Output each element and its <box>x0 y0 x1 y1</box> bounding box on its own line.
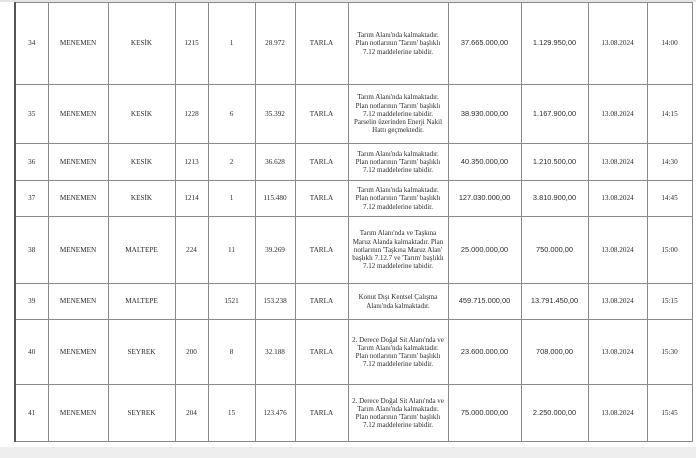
row-number-cell: 34 <box>15 3 48 85</box>
district-cell: MENEMEN <box>48 284 108 320</box>
estimated-value-cell: 37.665.000,00 <box>448 3 521 85</box>
auction-time-cell: 15:00 <box>647 217 692 284</box>
neighborhood-cell: KESİK <box>108 144 175 181</box>
district-cell: MENEMEN <box>48 217 108 284</box>
description-cell: Tarım Alanı'nda kalmaktadır. Plan notlarının 'Tarım' başlıklı 7.12 maddelerine tabidir. <box>348 3 448 85</box>
deposit-cell: 3.810.900,00 <box>521 181 588 217</box>
property-type-cell: TARLA <box>295 217 348 284</box>
block-number-cell: 1214 <box>175 181 208 217</box>
block-number-cell: 200 <box>175 320 208 385</box>
area-cell: 28.972 <box>255 3 295 85</box>
description-cell: Tarım Alanı'nda kalmaktadır. Plan notlarının 'Tarım' başlıklı 7.12 maddelerine tabidir. <box>348 144 448 181</box>
table-row <box>15 217 692 284</box>
area-cell: 123.476 <box>255 385 295 442</box>
auction-time-cell: 14:45 <box>647 181 692 217</box>
estimated-value-cell: 40.350.000,00 <box>448 144 521 181</box>
deposit-cell: 1.129.950,00 <box>521 3 588 85</box>
row-number-cell: 40 <box>15 320 48 385</box>
auction-time-cell: 14:15 <box>647 85 692 144</box>
parcel-number-cell: 6 <box>208 85 255 144</box>
district-cell: MENEMEN <box>48 385 108 442</box>
neighborhood-cell: MALTEPE <box>108 284 175 320</box>
auction-date-cell: 13.08.2024 <box>588 217 647 284</box>
neighborhood-cell: KESİK <box>108 181 175 217</box>
auction-date-cell: 13.08.2024 <box>588 3 647 85</box>
area-cell: 35.392 <box>255 85 295 144</box>
block-number-cell <box>175 284 208 320</box>
property-type-cell: TARLA <box>295 284 348 320</box>
parcel-number-cell: 8 <box>208 320 255 385</box>
table-row <box>15 284 692 320</box>
parcel-number-cell: 1521 <box>208 284 255 320</box>
auction-date-cell: 13.08.2024 <box>588 320 647 385</box>
district-cell: MENEMEN <box>48 85 108 144</box>
auction-time-cell: 15:45 <box>647 385 692 442</box>
description-cell: Konut Dışı Kentsel Çalışma Alanı'nda kalmaktadır. <box>348 284 448 320</box>
table-row <box>15 144 692 181</box>
deposit-cell: 2.250.000,00 <box>521 385 588 442</box>
area-cell: 39.269 <box>255 217 295 284</box>
estimated-value-cell: 25.000.000,00 <box>448 217 521 284</box>
district-cell: MENEMEN <box>48 181 108 217</box>
property-type-cell: TARLA <box>295 320 348 385</box>
property-type-cell: TARLA <box>295 181 348 217</box>
auction-time-cell: 15:30 <box>647 320 692 385</box>
parcel-number-cell: 2 <box>208 144 255 181</box>
deposit-cell: 750.000,00 <box>521 217 588 284</box>
property-type-cell: TARLA <box>295 385 348 442</box>
auction-date-cell: 13.08.2024 <box>588 284 647 320</box>
table-row <box>15 320 692 385</box>
neighborhood-cell: SEYREK <box>108 320 175 385</box>
auction-time-cell: 14:30 <box>647 144 692 181</box>
neighborhood-cell: KESİK <box>108 3 175 85</box>
table-row <box>15 385 692 442</box>
deposit-cell: 13.791.450,00 <box>521 284 588 320</box>
auction-table <box>14 2 693 442</box>
block-number-cell: 1228 <box>175 85 208 144</box>
row-number-cell: 35 <box>15 85 48 144</box>
area-cell: 115.480 <box>255 181 295 217</box>
auction-date-cell: 13.08.2024 <box>588 181 647 217</box>
estimated-value-cell: 23.600.000,00 <box>448 320 521 385</box>
district-cell: MENEMEN <box>48 144 108 181</box>
block-number-cell: 1215 <box>175 3 208 85</box>
parcel-number-cell: 11 <box>208 217 255 284</box>
neighborhood-cell: SEYREK <box>108 385 175 442</box>
parcel-number-cell: 15 <box>208 385 255 442</box>
estimated-value-cell: 459.715.000,00 <box>448 284 521 320</box>
estimated-value-cell: 38.930.000,00 <box>448 85 521 144</box>
block-number-cell: 1213 <box>175 144 208 181</box>
area-cell: 32.188 <box>255 320 295 385</box>
auction-date-cell: 13.08.2024 <box>588 85 647 144</box>
table-row <box>15 181 692 217</box>
block-number-cell: 224 <box>175 217 208 284</box>
auction-date-cell: 13.08.2024 <box>588 385 647 442</box>
deposit-cell: 1.210.500,00 <box>521 144 588 181</box>
row-number-cell: 36 <box>15 144 48 181</box>
table-row <box>15 3 692 85</box>
auction-time-cell: 14:00 <box>647 3 692 85</box>
parcel-number-cell: 1 <box>208 181 255 217</box>
auction-time-cell: 15:15 <box>647 284 692 320</box>
parcel-number-cell: 1 <box>208 3 255 85</box>
auction-date-cell: 13.08.2024 <box>588 144 647 181</box>
property-type-cell: TARLA <box>295 3 348 85</box>
description-cell: 2. Derece Doğal Sit Alanı'nda ve Tarım Alanı'nda kalmaktadır. Plan notlarının 'Tarım' başlıklı 7.12 maddelerine tabidir. <box>348 385 448 442</box>
table-row <box>15 85 692 144</box>
description-cell: Tarım Alanı'nda kalmaktadır. Plan notlarının 'Tarım' başlıklı 7.12 maddelerine tabidir. <box>348 181 448 217</box>
district-cell: MENEMEN <box>48 3 108 85</box>
row-number-cell: 38 <box>15 217 48 284</box>
district-cell: MENEMEN <box>48 320 108 385</box>
deposit-cell: 708.000,00 <box>521 320 588 385</box>
estimated-value-cell: 75.000.000,00 <box>448 385 521 442</box>
neighborhood-cell: KESİK <box>108 85 175 144</box>
area-cell: 36.628 <box>255 144 295 181</box>
area-cell: 153.238 <box>255 284 295 320</box>
estimated-value-cell: 127.030.000,00 <box>448 181 521 217</box>
block-number-cell: 204 <box>175 385 208 442</box>
description-cell: Tarım Alanı'nda kalmaktadır. Plan notlarının 'Tarım' başlıklı 7.12 maddelerine tabidir. Parselin üzerinden Enerji Nakil Hattı geçmektedir. <box>348 85 448 144</box>
row-number-cell: 37 <box>15 181 48 217</box>
deposit-cell: 1.167.900,00 <box>521 85 588 144</box>
row-number-cell: 41 <box>15 385 48 442</box>
description-cell: Tarım Alanı'nda ve Taşkına Maruz Alanda kalmaktadır. Plan notlarının 'Taşkına Maruz Alan' başlıklı 7.12.7 ve 'Tarım' başlıklı 7.12 maddelerine tabidir. <box>348 217 448 284</box>
row-number-cell: 39 <box>15 284 48 320</box>
property-type-cell: TARLA <box>295 85 348 144</box>
page-bottom-gap <box>0 447 696 458</box>
neighborhood-cell: MALTEPE <box>108 217 175 284</box>
description-cell: 2. Derece Doğal Sit Alanı'nda ve Tarım Alanı'nda kalmaktadır. Plan notlarının 'Tarım' başlıklı 7.12 maddelerine tabidir. <box>348 320 448 385</box>
property-type-cell: TARLA <box>295 144 348 181</box>
